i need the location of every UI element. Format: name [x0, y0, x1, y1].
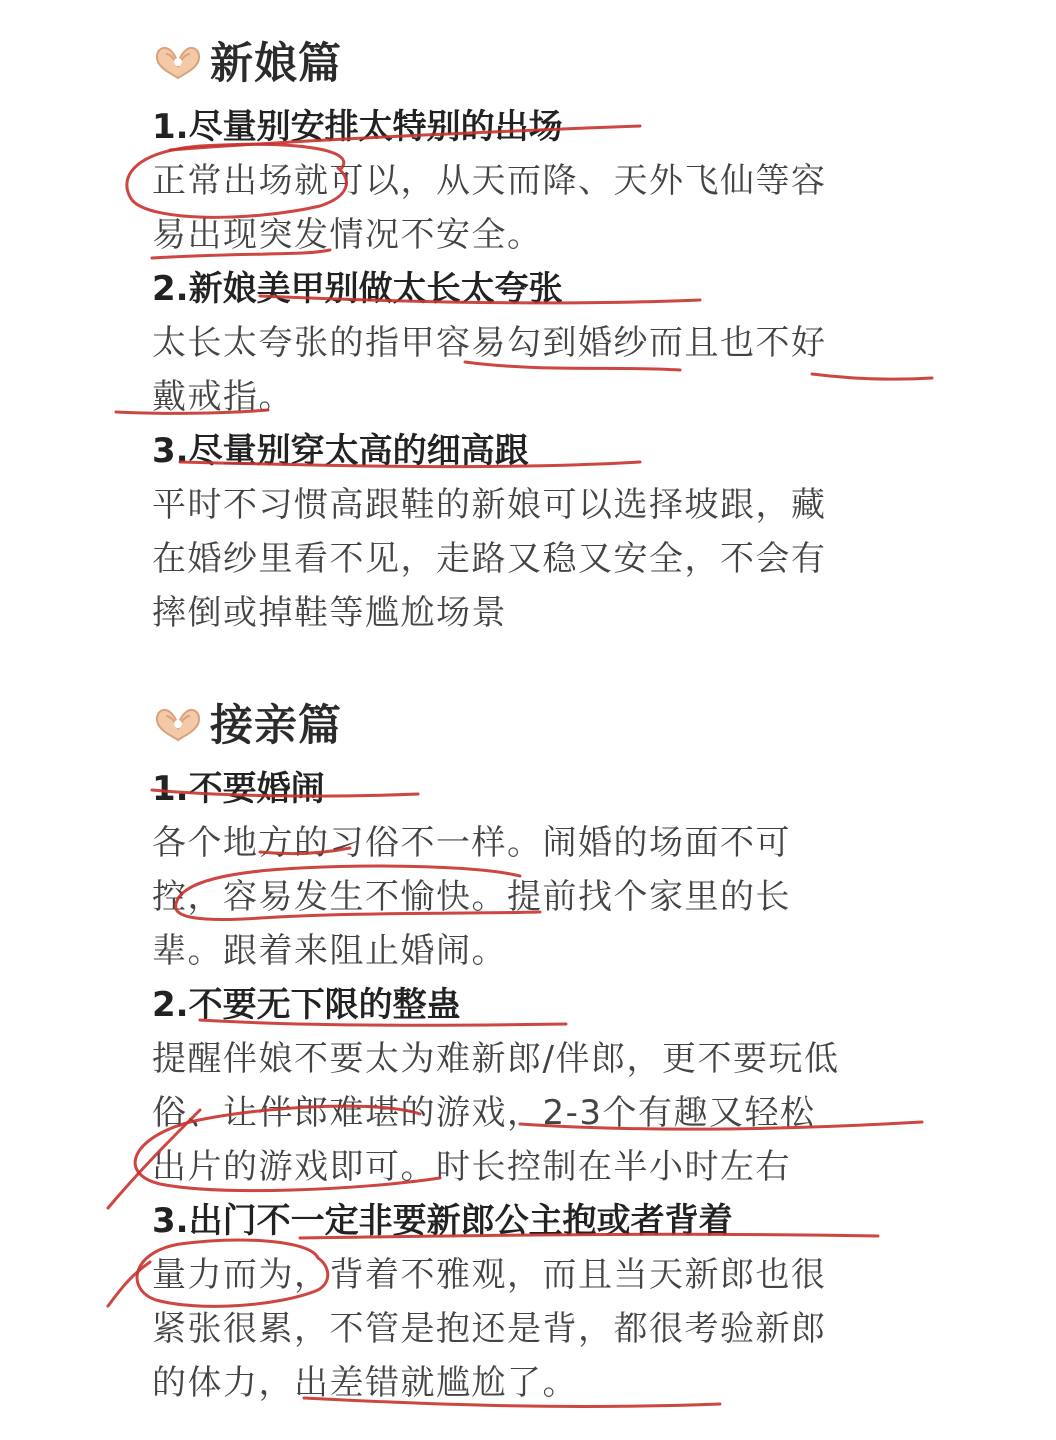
item-body	[152, 816, 912, 978]
body-line: 俗、让伴郎难堪的游戏，2-3个有趣又轻松	[152, 1093, 816, 1133]
item-body	[152, 478, 912, 640]
item-3	[152, 1194, 912, 1410]
item-title: 2.新娘美甲别做太长太夸张	[152, 269, 563, 309]
body-line: 摔倒或掉鞋等尴尬场景	[152, 593, 507, 633]
body-line: 控，容易发生不愉快。提前找个家里的长	[152, 877, 791, 917]
body-line: 各个地方的习俗不一样。闹婚的场面不可	[152, 823, 791, 863]
section-title: 新娘篇	[210, 38, 342, 89]
body-line: 紧张很累，不管是抱还是背，都很考验新郎	[152, 1309, 827, 1349]
item-title: 2.不要无下限的整蛊	[152, 985, 461, 1025]
section-pickup	[152, 690, 912, 1410]
body-line: 提醒伴娘不要太为难新郎/伴郎，更不要玩低	[152, 1039, 840, 1079]
item-body	[152, 1248, 912, 1410]
item-1	[152, 100, 912, 262]
body-line: 量力而为，背着不雅观，而且当天新郎也很	[152, 1255, 827, 1295]
body-line: 易出现突发情况不安全。	[152, 215, 543, 255]
item-title: 3.尽量别穿太高的细高跟	[152, 431, 529, 471]
item-2	[152, 262, 912, 424]
item-body	[152, 154, 912, 262]
body-line: 正常出场就可以，从天而降、天外飞仙等容	[152, 161, 827, 201]
body-line: 的体力，出差错就尴尬了。	[152, 1363, 578, 1403]
item-title: 3.出门不一定非要新郎公主抱或者背着	[152, 1201, 733, 1241]
body-line: 太长太夸张的指甲容易勾到婚纱而且也不好	[152, 323, 827, 363]
section-title: 接亲篇	[210, 700, 342, 751]
item-2	[152, 978, 912, 1194]
stroke-mark	[108, 1262, 150, 1306]
heart-hands-icon	[152, 702, 204, 742]
body-line: 出片的游戏即可。时长控制在半小时左右	[152, 1147, 791, 1187]
body-line: 戴戒指。	[152, 377, 294, 417]
item-title: 1.尽量别安排太特别的出场	[152, 107, 563, 147]
item-1	[152, 762, 912, 978]
heart-hands-icon	[152, 40, 204, 80]
item-body	[152, 1032, 912, 1194]
item-3	[152, 424, 912, 640]
section-header	[152, 690, 912, 754]
body-line: 辈。跟着来阻止婚闹。	[152, 931, 507, 971]
body-line: 平时不习惯高跟鞋的新娘可以选择坡跟，藏	[152, 485, 827, 525]
section-header	[152, 28, 912, 92]
item-title: 1.不要婚闹	[152, 769, 325, 809]
section-bride	[152, 28, 912, 640]
body-line: 在婚纱里看不见，走路又稳又安全，不会有	[152, 539, 827, 579]
item-body	[152, 316, 912, 424]
